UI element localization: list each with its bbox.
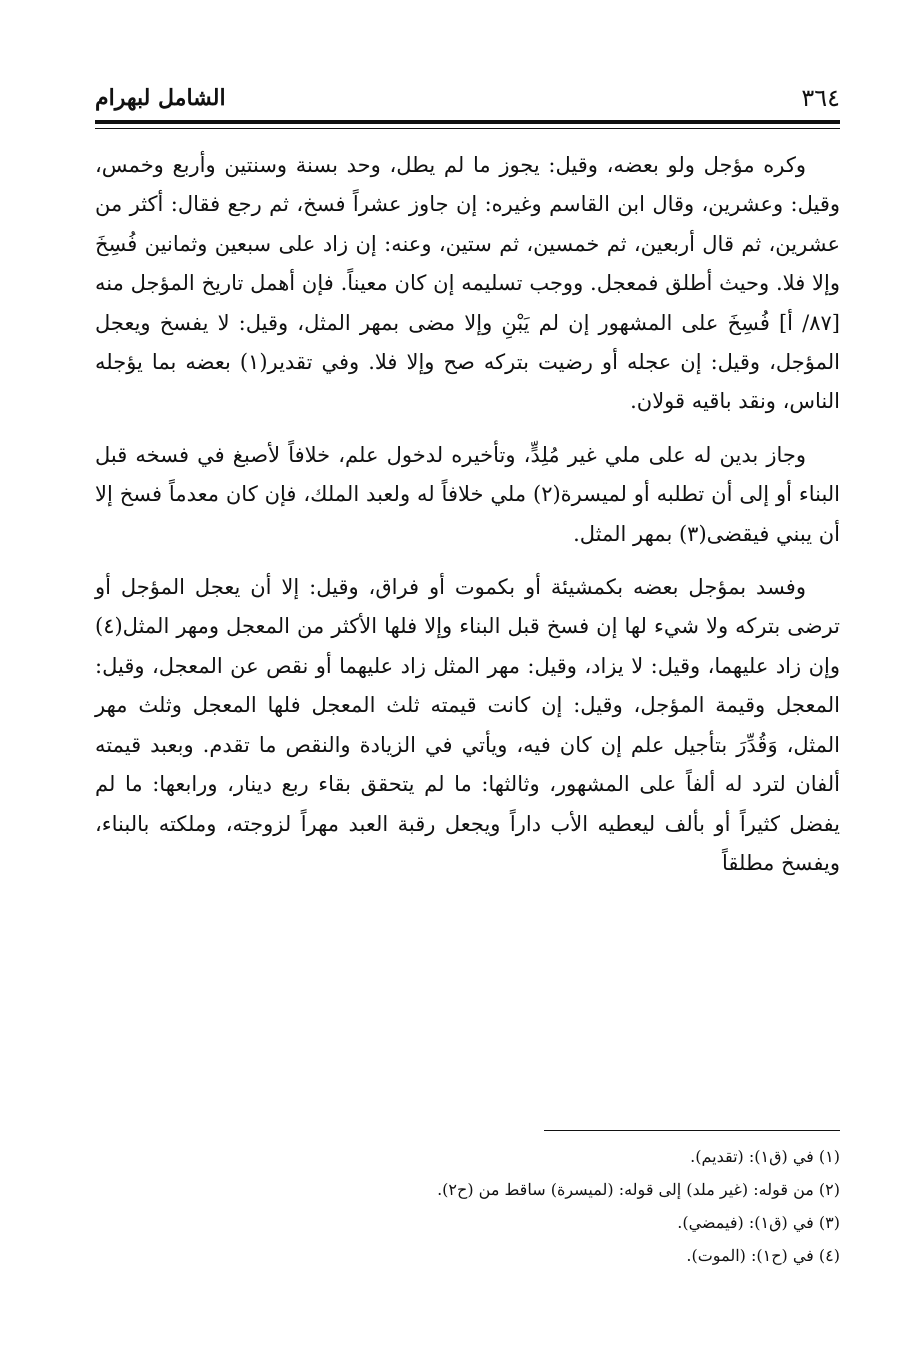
- main-text: [95, 146, 840, 897]
- paragraph: وفسد بمؤجل بعضه بكمشيئة أو بكموت أو فراق، وقيل: إلا أن يعجل المؤجل أو ترضى بتركه ولا شيء لها إن فسخ قبل البناء وإلا فلها الأكثر من المعجل ومهر المثل(٤) وإن زاد عليهما، وقيل: لا يزاد، وقيل: مهر المثل زاد عليهما أو نقص عن المعجل، وقيل: المعجل وقيمة المؤجل، وقيل: إن كانت قيمته ثلث المعجل فلها المعجل وثلث مهر المثل، وَقُدِّرَ بتأجيل علم إن كان فيه، ويأتي في الزيادة والنقص ما تقدم. وبعبد قيمته ألفان لترد له ألفاً على المشهور، وثالثها: ما لم يتحقق بقاء ربع دينار، ورابعها: ما لم يفضل كثيراً أو بألف ليعطيه الأب داراً ويجعل رقبة العبد مهراً لزوجته، وملكته بالبناء، ويفسخ مطلقاً: [95, 575, 840, 875]
- book-title: الشامل لبهرام: [95, 85, 226, 111]
- header-rule-thin: [95, 128, 840, 129]
- footnote: (٢) من قوله: (غير ملد) إلى قوله: (لميسرة) ساقط من (ح٢).: [437, 1180, 840, 1199]
- footnote: (٤) في (ح١): (الموت).: [686, 1246, 840, 1265]
- footnote: (١) في (ق١): (تقديم).: [690, 1147, 840, 1166]
- footnote-separator: [544, 1130, 840, 1131]
- running-header: [95, 80, 840, 116]
- footnote: (٣) في (ق١): (فيمضي).: [677, 1213, 840, 1232]
- header-rule-thick: [95, 120, 840, 124]
- footnotes: [95, 1140, 840, 1272]
- paragraph: وجاز بدين له على ملي غير مُلِدٍّ، وتأخيره لدخول علم، خلافاً لأصبغ في فسخه قبل البناء أو إلى أن تطلبه أو لميسرة(٢) ملي خلافاً له ولعبد الملك، فإن كان معدماً فسخ إلا أن يبني فيقضى(٣) بمهر المثل.: [95, 442, 841, 546]
- paragraph: وكره مؤجل ولو بعضه، وقيل: يجوز ما لم يطل، وحد بسنة وسنتين وأربع وخمس، وقيل: وعشرين، وقال ابن القاسم وغيره: إن جاوز عشراً فسخ، ثم رجع فقال: أكثر من عشرين، ثم قال أربعين، ثم خمسين، ثم ستين، وعنه: إن زاد على سبعين وثمانين فُسِخَ وإلا فلا. وحيث أطلق فمعجل. ووجب تسليمه إن كان معيناً. فإن أهمل تاريخ المؤجل منه [٨٧/ أ] فُسِخَ على المشهور إن لم يَبْنِ وإلا مضى بمهر المثل، وقيل: لا يفسخ ويعجل المؤجل، وقيل: إن عجله أو رضيت بتركه صح وإلا فلا. وفي تقدير(١) بعضه بما يؤجله الناس، ونقد باقيه قولان.: [95, 153, 840, 414]
- page-number: ٣٦٤: [801, 84, 840, 112]
